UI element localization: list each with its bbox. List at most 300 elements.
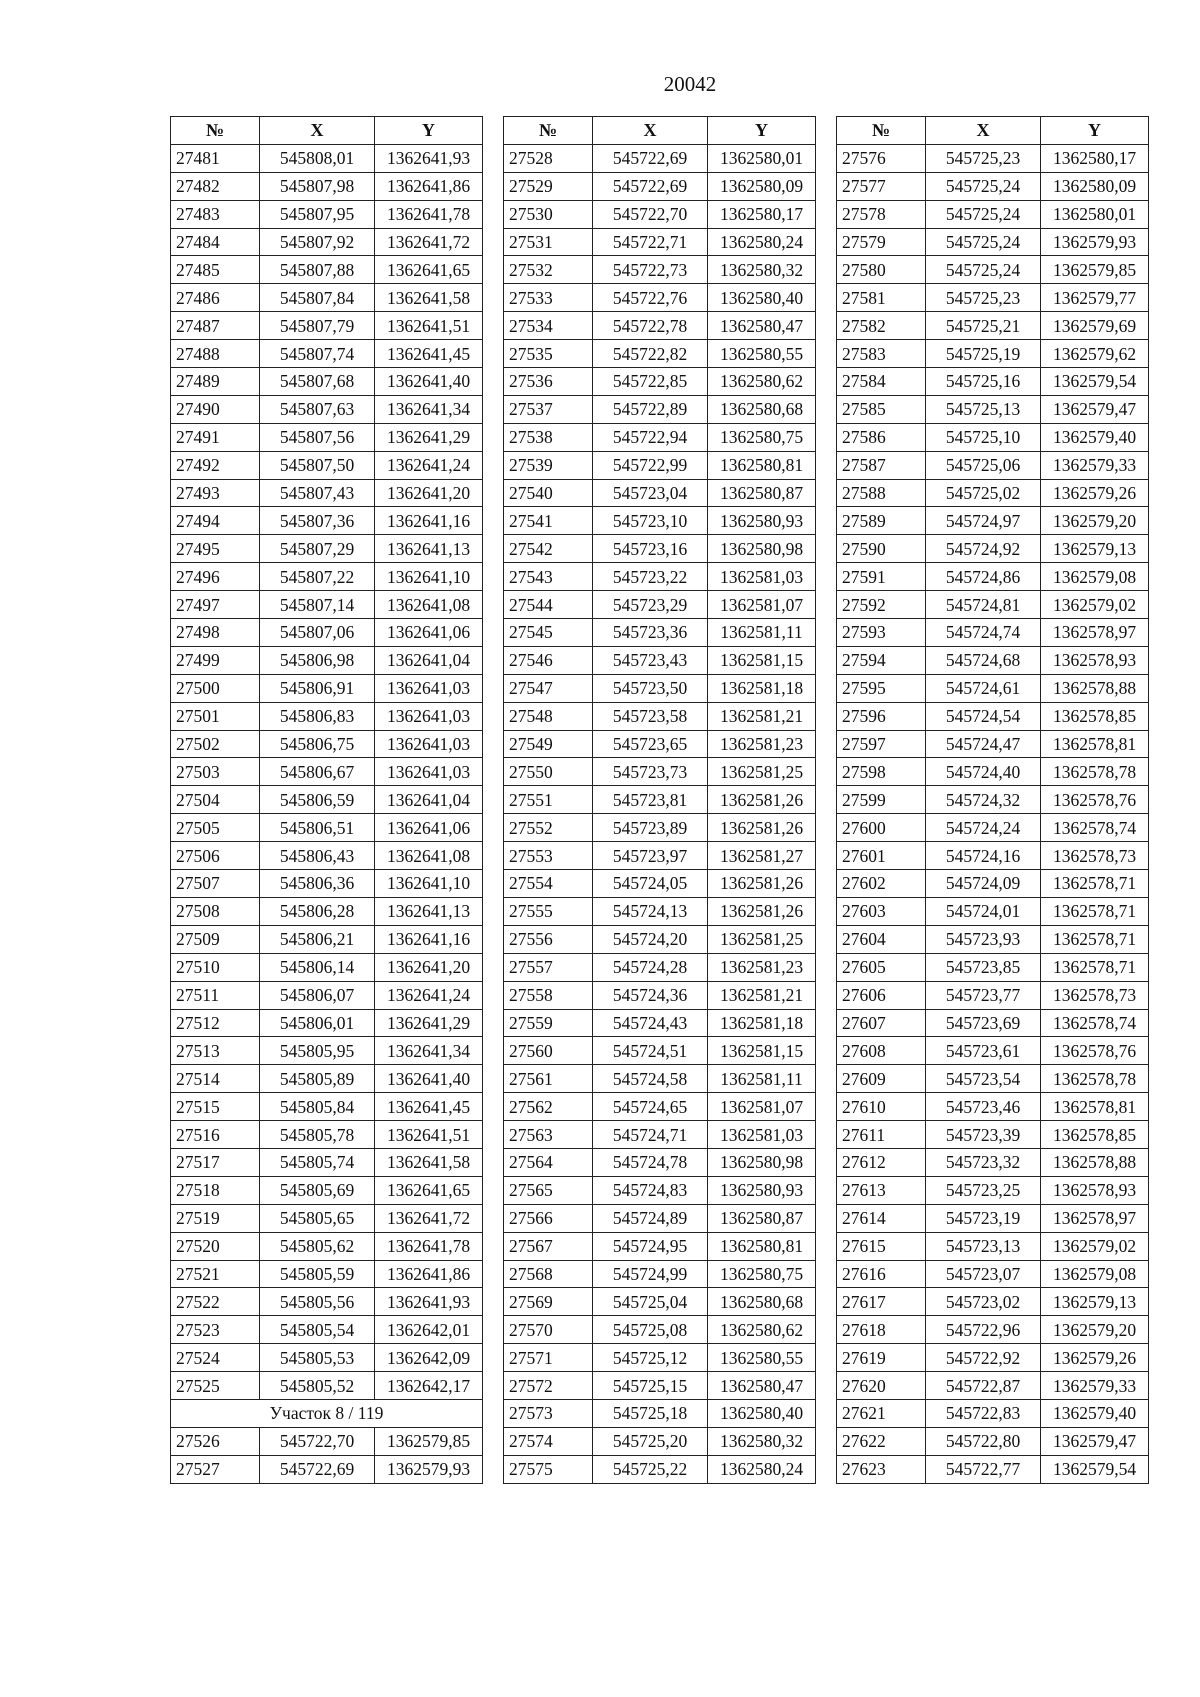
table-row — [171, 1260, 483, 1288]
table-row — [837, 368, 1149, 396]
y-coordinate-cell: 1362580,09 — [708, 172, 816, 200]
y-coordinate-cell: 1362580,75 — [708, 423, 816, 451]
y-coordinate-cell: 1362641,93 — [375, 1288, 483, 1316]
y-coordinate-cell: 1362641,06 — [375, 619, 483, 647]
table-row — [171, 814, 483, 842]
point-number-cell: 27517 — [171, 1148, 260, 1176]
y-coordinate-cell: 1362580,68 — [708, 1288, 816, 1316]
table-row — [171, 702, 483, 730]
x-coordinate-cell: 545807,98 — [260, 172, 375, 200]
y-coordinate-cell: 1362641,16 — [375, 925, 483, 953]
table-row — [504, 479, 816, 507]
y-coordinate-cell: 1362579,77 — [1041, 284, 1149, 312]
x-coordinate-cell: 545724,99 — [593, 1260, 708, 1288]
y-coordinate-cell: 1362578,78 — [1041, 758, 1149, 786]
y-coordinate-cell: 1362580,87 — [708, 479, 816, 507]
y-coordinate-cell: 1362642,17 — [375, 1372, 483, 1400]
y-coordinate-cell: 1362641,65 — [375, 1176, 483, 1204]
table-row — [837, 451, 1149, 479]
table-row — [171, 758, 483, 786]
point-number-cell: 27598 — [837, 758, 926, 786]
point-number-cell: 27481 — [171, 144, 260, 172]
table-row — [504, 200, 816, 228]
y-coordinate-cell: 1362579,13 — [1041, 1288, 1149, 1316]
x-coordinate-cell: 545722,69 — [593, 172, 708, 200]
x-coordinate-cell: 545724,47 — [926, 730, 1041, 758]
table-header-row — [171, 117, 483, 145]
table-row — [504, 535, 816, 563]
y-coordinate-cell: 1362580,55 — [708, 1344, 816, 1372]
point-number-cell: 27584 — [837, 368, 926, 396]
x-coordinate-cell: 545807,79 — [260, 312, 375, 340]
point-number-cell: 27562 — [504, 1093, 593, 1121]
table-row — [171, 1148, 483, 1176]
point-number-cell: 27525 — [171, 1372, 260, 1400]
table-row — [837, 1121, 1149, 1149]
point-number-cell: 27531 — [504, 228, 593, 256]
table-row — [837, 1427, 1149, 1455]
x-coordinate-cell: 545723,50 — [593, 674, 708, 702]
table-row — [837, 535, 1149, 563]
column-header-no: № — [837, 117, 926, 145]
x-coordinate-cell: 545724,32 — [926, 786, 1041, 814]
y-coordinate-cell: 1362641,24 — [375, 451, 483, 479]
table-row — [837, 1093, 1149, 1121]
point-number-cell: 27576 — [837, 144, 926, 172]
section-row — [171, 1399, 483, 1427]
y-coordinate-cell: 1362579,40 — [1041, 423, 1149, 451]
y-coordinate-cell: 1362581,27 — [708, 842, 816, 870]
point-number-cell: 27501 — [171, 702, 260, 730]
point-number-cell: 27613 — [837, 1176, 926, 1204]
x-coordinate-cell: 545724,83 — [593, 1176, 708, 1204]
x-coordinate-cell: 545725,23 — [926, 284, 1041, 312]
x-coordinate-cell: 545724,24 — [926, 814, 1041, 842]
x-coordinate-cell: 545805,54 — [260, 1316, 375, 1344]
table-row — [504, 563, 816, 591]
y-coordinate-cell: 1362641,72 — [375, 228, 483, 256]
point-number-cell: 27618 — [837, 1316, 926, 1344]
point-number-cell: 27504 — [171, 786, 260, 814]
table-row — [171, 842, 483, 870]
x-coordinate-cell: 545724,36 — [593, 981, 708, 1009]
point-number-cell: 27609 — [837, 1065, 926, 1093]
point-number-cell: 27601 — [837, 842, 926, 870]
table-row — [837, 1065, 1149, 1093]
x-coordinate-cell: 545805,95 — [260, 1037, 375, 1065]
point-number-cell: 27567 — [504, 1232, 593, 1260]
y-coordinate-cell: 1362641,65 — [375, 256, 483, 284]
x-coordinate-cell: 545724,95 — [593, 1232, 708, 1260]
point-number-cell: 27489 — [171, 368, 260, 396]
point-number-cell: 27494 — [171, 507, 260, 535]
y-coordinate-cell: 1362580,62 — [708, 1316, 816, 1344]
point-number-cell: 27482 — [171, 172, 260, 200]
x-coordinate-cell: 545722,78 — [593, 312, 708, 340]
point-number-cell: 27614 — [837, 1204, 926, 1232]
y-coordinate-cell: 1362581,26 — [708, 786, 816, 814]
x-coordinate-cell: 545724,01 — [926, 897, 1041, 925]
table-row — [837, 1037, 1149, 1065]
y-coordinate-cell: 1362641,04 — [375, 786, 483, 814]
x-coordinate-cell: 545722,69 — [260, 1455, 375, 1483]
table-row — [171, 1037, 483, 1065]
point-number-cell: 27591 — [837, 563, 926, 591]
y-coordinate-cell: 1362581,21 — [708, 981, 816, 1009]
table-row — [837, 1260, 1149, 1288]
x-coordinate-cell: 545723,97 — [593, 842, 708, 870]
x-coordinate-cell: 545722,82 — [593, 340, 708, 368]
point-number-cell: 27615 — [837, 1232, 926, 1260]
x-coordinate-cell: 545722,92 — [926, 1344, 1041, 1372]
point-number-cell: 27486 — [171, 284, 260, 312]
point-number-cell: 27520 — [171, 1232, 260, 1260]
x-coordinate-cell: 545722,69 — [593, 144, 708, 172]
point-number-cell: 27622 — [837, 1427, 926, 1455]
table-row — [504, 842, 816, 870]
y-coordinate-cell: 1362581,18 — [708, 1009, 816, 1037]
x-coordinate-cell: 545723,61 — [926, 1037, 1041, 1065]
x-coordinate-cell: 545722,87 — [926, 1372, 1041, 1400]
x-coordinate-cell: 545724,71 — [593, 1121, 708, 1149]
y-coordinate-cell: 1362581,21 — [708, 702, 816, 730]
point-number-cell: 27585 — [837, 395, 926, 423]
x-coordinate-cell: 545806,36 — [260, 870, 375, 898]
y-coordinate-cell: 1362641,08 — [375, 591, 483, 619]
y-coordinate-cell: 1362578,71 — [1041, 897, 1149, 925]
x-coordinate-cell: 545723,13 — [926, 1232, 1041, 1260]
point-number-cell: 27530 — [504, 200, 593, 228]
x-coordinate-cell: 545806,51 — [260, 814, 375, 842]
y-coordinate-cell: 1362641,03 — [375, 702, 483, 730]
table-row — [837, 646, 1149, 674]
table-row — [504, 1148, 816, 1176]
y-coordinate-cell: 1362580,81 — [708, 451, 816, 479]
y-coordinate-cell: 1362641,40 — [375, 368, 483, 396]
table-row — [837, 1148, 1149, 1176]
point-number-cell: 27612 — [837, 1148, 926, 1176]
point-number-cell: 27548 — [504, 702, 593, 730]
y-coordinate-cell: 1362641,03 — [375, 730, 483, 758]
y-coordinate-cell: 1362581,26 — [708, 897, 816, 925]
table-row — [837, 256, 1149, 284]
y-coordinate-cell: 1362581,15 — [708, 1037, 816, 1065]
y-coordinate-cell: 1362641,34 — [375, 395, 483, 423]
x-coordinate-cell: 545723,77 — [926, 981, 1041, 1009]
table-row — [504, 1344, 816, 1372]
point-number-cell: 27493 — [171, 479, 260, 507]
point-number-cell: 27515 — [171, 1093, 260, 1121]
x-coordinate-cell: 545723,65 — [593, 730, 708, 758]
point-number-cell: 27580 — [837, 256, 926, 284]
point-number-cell: 27535 — [504, 340, 593, 368]
table-row — [504, 228, 816, 256]
x-coordinate-cell: 545724,40 — [926, 758, 1041, 786]
x-coordinate-cell: 545724,20 — [593, 925, 708, 953]
x-coordinate-cell: 545725,10 — [926, 423, 1041, 451]
y-coordinate-cell: 1362578,78 — [1041, 1065, 1149, 1093]
x-coordinate-cell: 545722,80 — [926, 1427, 1041, 1455]
table-row — [171, 1009, 483, 1037]
point-number-cell: 27570 — [504, 1316, 593, 1344]
x-coordinate-cell: 545723,85 — [926, 953, 1041, 981]
x-coordinate-cell: 545725,22 — [593, 1455, 708, 1483]
y-coordinate-cell: 1362579,85 — [1041, 256, 1149, 284]
x-coordinate-cell: 545807,29 — [260, 535, 375, 563]
x-coordinate-cell: 545807,63 — [260, 395, 375, 423]
table-row — [171, 340, 483, 368]
x-coordinate-cell: 545806,28 — [260, 897, 375, 925]
x-coordinate-cell: 545807,22 — [260, 563, 375, 591]
point-number-cell: 27502 — [171, 730, 260, 758]
x-coordinate-cell: 545725,18 — [593, 1399, 708, 1427]
point-number-cell: 27497 — [171, 591, 260, 619]
y-coordinate-cell: 1362641,08 — [375, 842, 483, 870]
y-coordinate-cell: 1362580,62 — [708, 368, 816, 396]
y-coordinate-cell: 1362581,18 — [708, 674, 816, 702]
point-number-cell: 27586 — [837, 423, 926, 451]
point-number-cell: 27590 — [837, 535, 926, 563]
y-coordinate-cell: 1362641,29 — [375, 1009, 483, 1037]
column-header-x: X — [926, 117, 1041, 145]
point-number-cell: 27571 — [504, 1344, 593, 1372]
x-coordinate-cell: 545722,76 — [593, 284, 708, 312]
x-coordinate-cell: 545722,85 — [593, 368, 708, 396]
table-row — [504, 953, 816, 981]
x-coordinate-cell: 545807,88 — [260, 256, 375, 284]
table-row — [504, 1372, 816, 1400]
x-coordinate-cell: 545723,54 — [926, 1065, 1041, 1093]
y-coordinate-cell: 1362579,40 — [1041, 1399, 1149, 1427]
point-number-cell: 27577 — [837, 172, 926, 200]
table-row — [837, 702, 1149, 730]
y-coordinate-cell: 1362581,26 — [708, 870, 816, 898]
point-number-cell: 27546 — [504, 646, 593, 674]
x-coordinate-cell: 545724,51 — [593, 1037, 708, 1065]
x-coordinate-cell: 545725,20 — [593, 1427, 708, 1455]
table-row — [171, 870, 483, 898]
x-coordinate-cell: 545725,08 — [593, 1316, 708, 1344]
y-coordinate-cell: 1362641,72 — [375, 1204, 483, 1232]
y-coordinate-cell: 1362579,54 — [1041, 368, 1149, 396]
point-number-cell: 27550 — [504, 758, 593, 786]
point-number-cell: 27496 — [171, 563, 260, 591]
table-row — [837, 981, 1149, 1009]
table-row — [504, 312, 816, 340]
table-row — [171, 1204, 483, 1232]
table-row — [837, 1176, 1149, 1204]
table-row — [504, 786, 816, 814]
x-coordinate-cell: 545724,43 — [593, 1009, 708, 1037]
x-coordinate-cell: 545725,24 — [926, 228, 1041, 256]
point-number-cell: 27483 — [171, 200, 260, 228]
x-coordinate-cell: 545722,71 — [593, 228, 708, 256]
y-coordinate-cell: 1362641,06 — [375, 814, 483, 842]
point-number-cell: 27543 — [504, 563, 593, 591]
table-row — [504, 1204, 816, 1232]
table-row — [837, 284, 1149, 312]
point-number-cell: 27513 — [171, 1037, 260, 1065]
point-number-cell: 27526 — [171, 1427, 260, 1455]
table-row — [837, 842, 1149, 870]
table-row — [837, 870, 1149, 898]
point-number-cell: 27573 — [504, 1399, 593, 1427]
table-row — [504, 814, 816, 842]
point-number-cell: 27568 — [504, 1260, 593, 1288]
y-coordinate-cell: 1362581,11 — [708, 619, 816, 647]
y-coordinate-cell: 1362578,73 — [1041, 842, 1149, 870]
table-row — [837, 758, 1149, 786]
table-row — [504, 284, 816, 312]
y-coordinate-cell: 1362641,45 — [375, 340, 483, 368]
table-row — [837, 1372, 1149, 1400]
point-number-cell: 27484 — [171, 228, 260, 256]
x-coordinate-cell: 545724,54 — [926, 702, 1041, 730]
x-coordinate-cell: 545722,83 — [926, 1399, 1041, 1427]
point-number-cell: 27516 — [171, 1121, 260, 1149]
point-number-cell: 27588 — [837, 479, 926, 507]
table-row — [504, 981, 816, 1009]
column-header-x: X — [260, 117, 375, 145]
y-coordinate-cell: 1362579,26 — [1041, 479, 1149, 507]
point-number-cell: 27521 — [171, 1260, 260, 1288]
column-header-y: Y — [708, 117, 816, 145]
table-row — [171, 451, 483, 479]
x-coordinate-cell: 545723,04 — [593, 479, 708, 507]
table-row — [504, 1260, 816, 1288]
y-coordinate-cell: 1362642,01 — [375, 1316, 483, 1344]
y-coordinate-cell: 1362580,55 — [708, 340, 816, 368]
x-coordinate-cell: 545805,65 — [260, 1204, 375, 1232]
point-number-cell: 27491 — [171, 423, 260, 451]
y-coordinate-cell: 1362641,20 — [375, 479, 483, 507]
table-row — [171, 1288, 483, 1316]
table-header-row — [837, 117, 1149, 145]
x-coordinate-cell: 545805,84 — [260, 1093, 375, 1121]
x-coordinate-cell: 545722,96 — [926, 1316, 1041, 1344]
table-row — [171, 144, 483, 172]
y-coordinate-cell: 1362578,74 — [1041, 814, 1149, 842]
table-row — [837, 1316, 1149, 1344]
x-coordinate-cell: 545724,81 — [926, 591, 1041, 619]
x-coordinate-cell: 545725,24 — [926, 256, 1041, 284]
y-coordinate-cell: 1362641,34 — [375, 1037, 483, 1065]
point-number-cell: 27541 — [504, 507, 593, 535]
x-coordinate-cell: 545724,92 — [926, 535, 1041, 563]
page-number: 20042 — [663, 72, 717, 96]
y-coordinate-cell: 1362580,75 — [708, 1260, 816, 1288]
x-coordinate-cell: 545725,23 — [926, 144, 1041, 172]
point-number-cell: 27542 — [504, 535, 593, 563]
point-number-cell: 27540 — [504, 479, 593, 507]
y-coordinate-cell: 1362641,03 — [375, 758, 483, 786]
y-coordinate-cell: 1362581,25 — [708, 758, 816, 786]
point-number-cell: 27519 — [171, 1204, 260, 1232]
x-coordinate-cell: 545807,56 — [260, 423, 375, 451]
x-coordinate-cell: 545724,09 — [926, 870, 1041, 898]
point-number-cell: 27490 — [171, 395, 260, 423]
x-coordinate-cell: 545724,86 — [926, 563, 1041, 591]
table-row — [504, 1288, 816, 1316]
y-coordinate-cell: 1362578,76 — [1041, 1037, 1149, 1065]
x-coordinate-cell: 545725,16 — [926, 368, 1041, 396]
x-coordinate-cell: 545724,05 — [593, 870, 708, 898]
y-coordinate-cell: 1362580,24 — [708, 1455, 816, 1483]
point-number-cell: 27487 — [171, 312, 260, 340]
point-number-cell: 27574 — [504, 1427, 593, 1455]
point-number-cell: 27503 — [171, 758, 260, 786]
table-row — [837, 1204, 1149, 1232]
x-coordinate-cell: 545807,92 — [260, 228, 375, 256]
table-row — [504, 674, 816, 702]
y-coordinate-cell: 1362578,88 — [1041, 674, 1149, 702]
y-coordinate-cell: 1362578,71 — [1041, 925, 1149, 953]
table-row — [171, 1121, 483, 1149]
point-number-cell: 27537 — [504, 395, 593, 423]
table-row — [504, 870, 816, 898]
y-coordinate-cell: 1362578,73 — [1041, 981, 1149, 1009]
point-number-cell: 27509 — [171, 925, 260, 953]
y-coordinate-cell: 1362580,40 — [708, 1399, 816, 1427]
x-coordinate-cell: 545725,04 — [593, 1288, 708, 1316]
y-coordinate-cell: 1362579,02 — [1041, 591, 1149, 619]
point-number-cell: 27611 — [837, 1121, 926, 1149]
x-coordinate-cell: 545723,81 — [593, 786, 708, 814]
table-row — [837, 1455, 1149, 1483]
table-body — [837, 144, 1149, 1483]
x-coordinate-cell: 545806,14 — [260, 953, 375, 981]
x-coordinate-cell: 545723,32 — [926, 1148, 1041, 1176]
x-coordinate-cell: 545723,58 — [593, 702, 708, 730]
y-coordinate-cell: 1362641,78 — [375, 1232, 483, 1260]
y-coordinate-cell: 1362581,07 — [708, 591, 816, 619]
point-number-cell: 27564 — [504, 1148, 593, 1176]
point-number-cell: 27553 — [504, 842, 593, 870]
point-number-cell: 27579 — [837, 228, 926, 256]
y-coordinate-cell: 1362579,62 — [1041, 340, 1149, 368]
x-coordinate-cell: 545723,29 — [593, 591, 708, 619]
x-coordinate-cell: 545806,83 — [260, 702, 375, 730]
y-coordinate-cell: 1362578,97 — [1041, 1204, 1149, 1232]
point-number-cell: 27512 — [171, 1009, 260, 1037]
x-coordinate-cell: 545725,12 — [593, 1344, 708, 1372]
x-coordinate-cell: 545806,75 — [260, 730, 375, 758]
point-number-cell: 27544 — [504, 591, 593, 619]
x-coordinate-cell: 545805,89 — [260, 1065, 375, 1093]
table-row — [837, 674, 1149, 702]
point-number-cell: 27578 — [837, 200, 926, 228]
table-row — [837, 312, 1149, 340]
point-number-cell: 27551 — [504, 786, 593, 814]
point-number-cell: 27538 — [504, 423, 593, 451]
y-coordinate-cell: 1362579,02 — [1041, 1232, 1149, 1260]
x-coordinate-cell: 545722,70 — [593, 200, 708, 228]
y-coordinate-cell: 1362581,26 — [708, 814, 816, 842]
y-coordinate-cell: 1362581,03 — [708, 563, 816, 591]
x-coordinate-cell: 545724,89 — [593, 1204, 708, 1232]
point-number-cell: 27556 — [504, 925, 593, 953]
point-number-cell: 27621 — [837, 1399, 926, 1427]
point-number-cell: 27620 — [837, 1372, 926, 1400]
y-coordinate-cell: 1362641,04 — [375, 646, 483, 674]
point-number-cell: 27596 — [837, 702, 926, 730]
y-coordinate-cell: 1362579,13 — [1041, 535, 1149, 563]
table-row — [171, 730, 483, 758]
y-coordinate-cell: 1362641,45 — [375, 1093, 483, 1121]
y-coordinate-cell: 1362641,58 — [375, 284, 483, 312]
y-coordinate-cell: 1362580,32 — [708, 1427, 816, 1455]
y-coordinate-cell: 1362578,71 — [1041, 953, 1149, 981]
